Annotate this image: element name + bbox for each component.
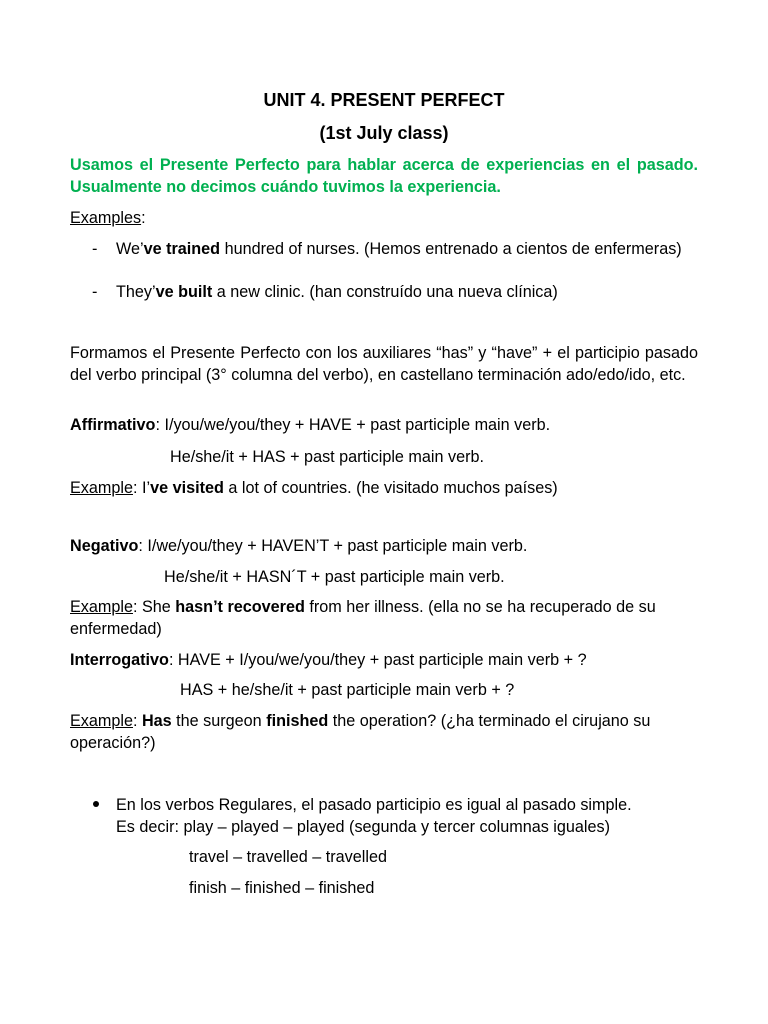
example-1-text (116, 238, 698, 260)
regular-note-line2: Es decir: play – played – played (segunda y tercer columnas iguales) (116, 818, 610, 836)
affirmative-rule (70, 414, 698, 436)
interrogative-rule (70, 649, 698, 671)
negative-example-pre: : She (132, 598, 176, 616)
regular-note-line1: En los verbos Regulares, el pasado participio es igual al pasado simple. (116, 796, 632, 814)
examples-heading (70, 207, 698, 229)
affirmative-label: Affirmativo (70, 416, 156, 434)
example-2-dash: - (92, 283, 98, 301)
intro-paragraph: Usamos el Presente Perfecto para hablar acerca de experiencias en el pasado. Usualmente no decimos cuándo tuvimos la experiencia. (70, 156, 698, 196)
interrogative-example-mid: the surgeon (171, 712, 267, 730)
affirmative-example-post: a lot of countries. (he visitado muchos países) (223, 479, 558, 497)
formation-paragraph: Formamos el Presente Perfecto con los auxiliares “has” y “have” + el participio pasado del verbo principal (3° columna del verbo), en castellano terminación ado/edo/ido, etc. (70, 344, 698, 384)
example-1-bold: ve trained (143, 240, 221, 258)
affirmative-line2: He/she/it + HAS + past participle main verb. (170, 448, 485, 466)
negative-example (70, 596, 698, 640)
interrogative-line2: HAS + he/she/it + past participle main verb + ? (180, 681, 515, 699)
page-subtitle: (1st July class) (319, 123, 449, 143)
example-1-dash: - (92, 240, 98, 258)
negative-example-label: Example (70, 598, 133, 616)
example-2-post: a new clinic. (han construído una nueva clínica) (212, 283, 558, 301)
negative-line2: He/she/it + HASN´T + past participle main verb. (164, 568, 505, 586)
examples-heading-colon: : (141, 209, 146, 227)
affirmative-example-bold: ve visited (150, 479, 224, 497)
negative-example-bold: hasn’t recovered (175, 598, 305, 616)
negative-rule (70, 535, 698, 557)
negative-line1: : I/we/you/they + HAVEN’T + past participle main verb. (138, 537, 528, 555)
affirmative-example (70, 477, 698, 499)
example-2-pre: They’ (116, 283, 156, 301)
page-title: UNIT 4. PRESENT PERFECT (263, 90, 505, 110)
interrogative-example-bold-finished: finished (266, 712, 329, 730)
negative-example-post: from her illness. (ella no se ha recuperado de su enfermedad) (70, 598, 656, 638)
example-1-post: hundred of nurses. (Hemos entrenado a cientos de enfermeras) (220, 240, 682, 258)
interrogative-example-label: Example (70, 712, 133, 730)
regular-example-travel: travel – travelled – travelled (189, 848, 387, 866)
example-2-bold: ve built (155, 283, 213, 301)
interrogative-example-bold-has: Has (141, 712, 172, 730)
interrogative-label: Interrogativo (70, 651, 169, 669)
affirmative-example-pre: : I’ (132, 479, 151, 497)
regular-example-finish: finish – finished – finished (189, 879, 375, 897)
examples-heading-text: Examples (70, 209, 142, 227)
example-2-text (116, 281, 698, 303)
bullet-icon (93, 801, 99, 807)
interrogative-example-post: the operation? (¿ha terminado el cirujano su operación?) (70, 712, 651, 752)
affirmative-example-label: Example (70, 479, 133, 497)
interrogative-example-colon: : (132, 712, 142, 730)
affirmative-line1: : I/you/we/you/they + HAVE + past participle main verb. (155, 416, 551, 434)
negative-label: Negativo (70, 537, 139, 555)
interrogative-example (70, 710, 698, 754)
example-1-pre: We’ (116, 240, 144, 258)
interrogative-line1: : HAVE + I/you/we/you/they + past participle main verb + ? (168, 651, 587, 669)
